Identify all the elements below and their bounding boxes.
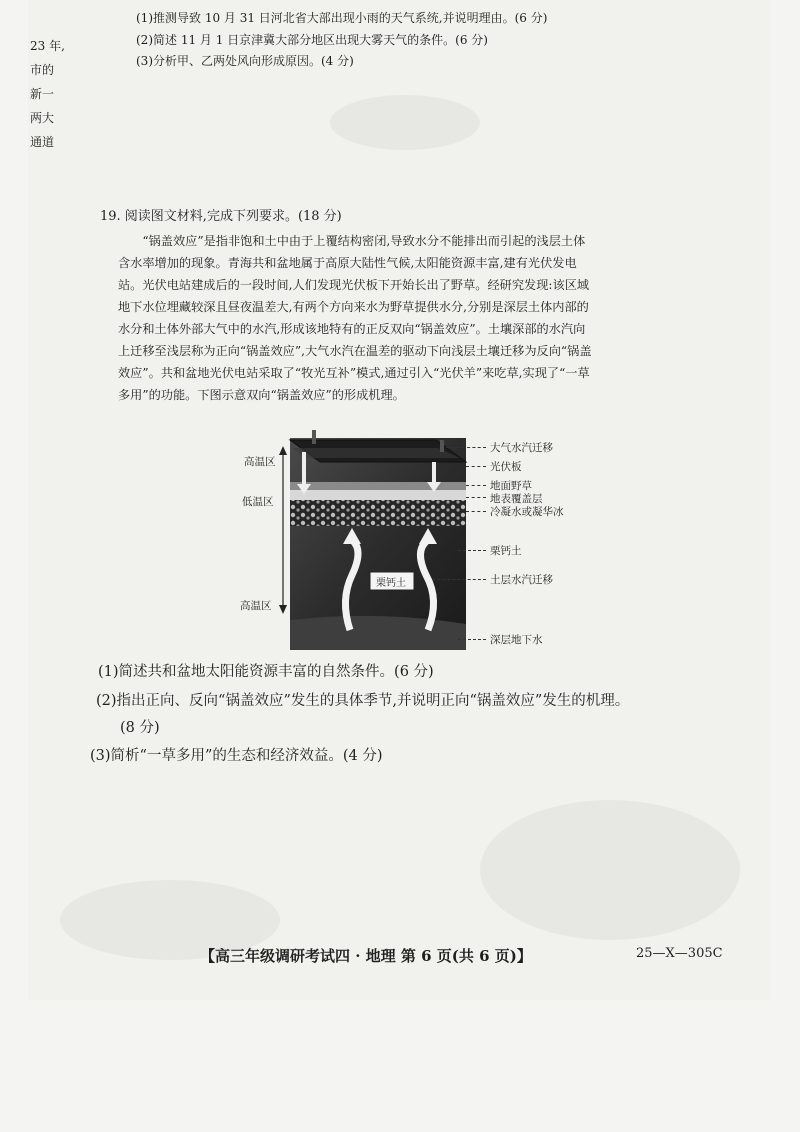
page-footer-code: 25—X—305C	[636, 946, 723, 961]
label-cover-layer: 地表覆盖层	[490, 493, 543, 505]
passage-line: 含水率增加的现象。青海共和盆地属于高原大陆性气候,太阳能资源丰富,建有光伏发电	[118, 256, 577, 270]
inner-soil-label: 栗钙土	[376, 578, 406, 589]
page-footer-title: 【高三年级调研考试四 · 地理 第 6 页(共 6 页)】	[200, 947, 532, 965]
cover-layer	[290, 490, 466, 500]
axis-arrow-bottom	[279, 605, 287, 614]
panel-post	[312, 430, 316, 444]
q19-sub2-score: (8 分)	[120, 720, 160, 736]
passage-line: 多用”的功能。下图示意双向“锅盖效应”的形成机理。	[118, 388, 405, 402]
label-condensate: 冷凝水或凝华冰	[490, 506, 564, 518]
q19-sub3: (3)简析“一草多用”的生态和经济效益。(4 分)	[90, 748, 383, 764]
label-atmospheric-vapor: 大气水汽迁移	[490, 442, 553, 454]
prev-sub3: (3)分析甲、乙两处风向形成原因。(4 分)	[136, 54, 354, 68]
leader-line	[466, 466, 486, 467]
groundwater-zone	[290, 616, 466, 650]
q19-sub1: (1)简述共和盆地太阳能资源丰富的自然条件。(6 分)	[98, 664, 434, 680]
passage-line: “锅盖效应”是指非饱和土中由于上覆结构密闭,导致水分不能排出而引起的浅层土体	[142, 234, 586, 248]
label-chestnut-soil: 栗钙土	[490, 545, 522, 557]
passage-line: 效应”。共和盆地光伏电站采取了“牧光互补”模式,通过引入“光伏羊”来吃草,实现了“一草	[118, 366, 590, 380]
left-label-high-temp-top: 高温区	[244, 456, 276, 468]
leader-line	[458, 550, 486, 551]
q19-sub2: (2)指出正向、反向“锅盖效应”发生的具体季节,并说明正向“锅盖效应”发生的机理。	[96, 693, 630, 709]
condensation-layer	[290, 500, 466, 526]
edge-line: 通道	[30, 135, 55, 149]
leader-line	[446, 447, 486, 448]
label-soil-vapor: 土层水汽迁移	[490, 574, 553, 586]
edge-line: 两大	[30, 111, 55, 125]
left-label-low-temp: 低温区	[242, 496, 274, 508]
leader-line	[466, 497, 486, 498]
bleed-through-mark	[480, 800, 740, 940]
panel-post	[440, 440, 444, 452]
passage-line: 上迁移至浅层称为正向“锅盖效应”,大气水汽在温差的驱动下向浅层土壤迁移为反向“锅盖	[118, 344, 592, 358]
edge-line: 新一	[30, 87, 55, 101]
prev-sub2: (2)简述 11 月 1 日京津冀大部分地区出现大雾天气的条件。(6 分)	[136, 33, 488, 47]
pv-panel-shade	[292, 448, 460, 458]
edge-line: 市的	[30, 63, 55, 77]
prev-sub1: (1)推测导致 10 月 31 日河北省大部出现小雨的天气系统,并说明理由。(6 分)	[136, 11, 548, 25]
label-pv-panel: 光伏板	[490, 461, 522, 473]
passage-line: 地下水位埋藏较深且昼夜温差大,有两个方向来水为野草提供水分,分别是深层土体内部的	[118, 300, 589, 314]
leader-line	[466, 485, 486, 486]
passage-line: 水分和土体外部大气中的水汽,形成该地特有的正反双向“锅盖效应”。土壤深部的水汽向	[118, 322, 586, 336]
left-label-high-temp-bottom: 高温区	[240, 600, 272, 612]
axis-arrow-top	[279, 446, 287, 455]
label-deep-groundwater: 深层地下水	[490, 634, 543, 646]
leader-line	[466, 511, 486, 512]
question-19-heading: 19. 阅读图文材料,完成下列要求。(18 分)	[100, 209, 342, 224]
passage-line: 站。光伏电站建成后的一段时间,人们发现光伏板下开始长出了野草。经研究发现:该区域	[118, 278, 590, 292]
leader-line	[458, 639, 486, 640]
edge-line: 23 年,	[30, 39, 65, 53]
label-ground-grass: 地面野草	[490, 480, 532, 492]
leader-line	[432, 579, 486, 580]
